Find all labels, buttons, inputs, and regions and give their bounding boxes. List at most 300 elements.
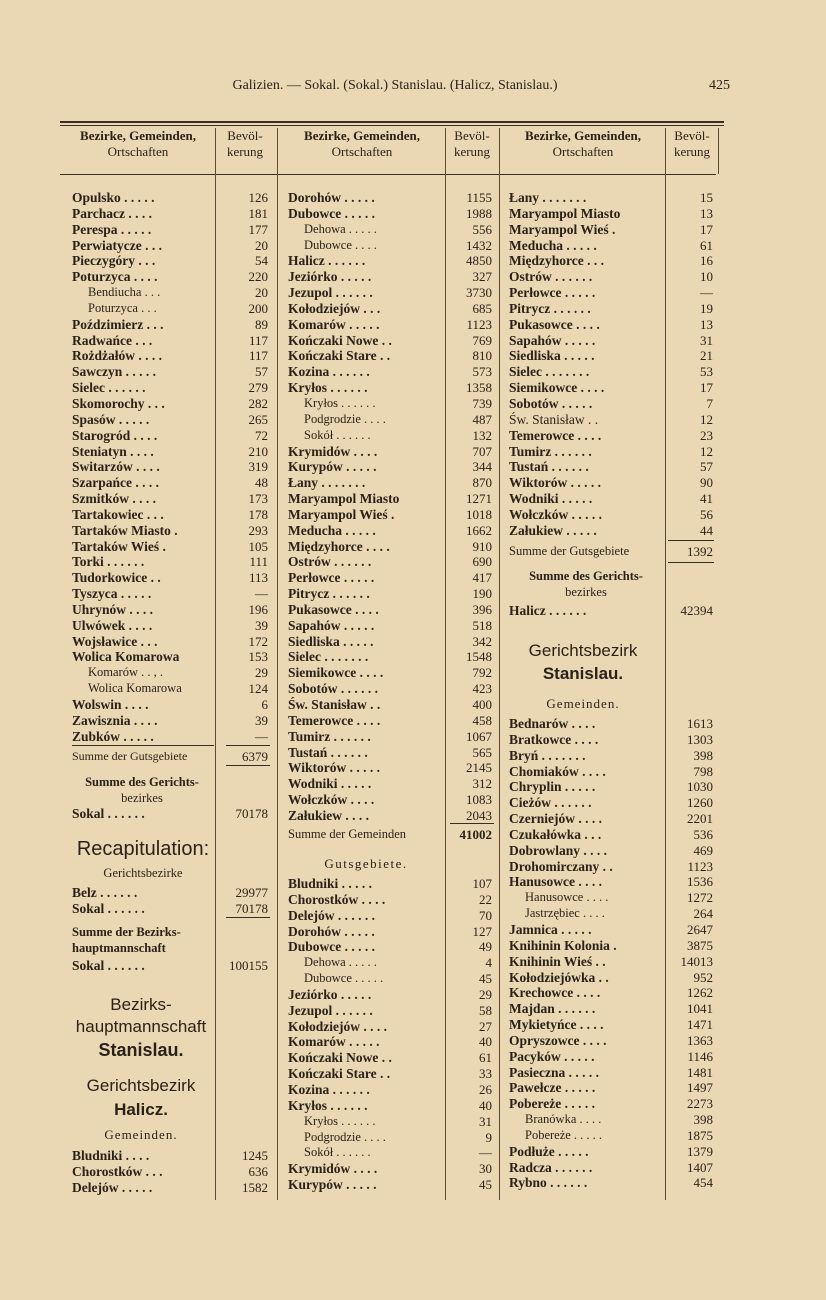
place-name: Bryń . . . . . . . [509, 747, 586, 763]
table-row [509, 412, 715, 428]
place-name: Kurypów . . . . . [288, 1177, 377, 1193]
place-name: Bednarów . . . . [509, 716, 596, 731]
population-value: 210 [248, 443, 268, 459]
col3-pop-header [666, 128, 718, 172]
place-name: Temerowce . . . . [288, 712, 381, 728]
population-value: 1272 [687, 890, 713, 906]
summe-gerichts-label: Summe des Gerichts- [529, 569, 643, 583]
population-value: 1303 [687, 731, 713, 747]
population-value: 536 [693, 826, 713, 842]
stanislau-heading: Stanislau. [98, 1040, 184, 1060]
table-row [288, 491, 496, 507]
place-name: Sielec . . . . . . . [509, 364, 590, 380]
place-name: Komarów . . . . . [288, 316, 380, 332]
table-row [288, 539, 496, 555]
header-pop-label: Bevöl- [227, 128, 263, 143]
place-name: Radwańce . . . [72, 332, 153, 348]
population-value: 344 [472, 459, 492, 475]
place-name: Maryampol Wieś . [288, 506, 395, 522]
population-value: 2201 [687, 811, 713, 827]
table-row [288, 190, 496, 206]
place-name: Tartakowiec . . . [72, 506, 164, 522]
population-value: 4850 [466, 253, 492, 269]
population-value: 29 [255, 665, 268, 681]
table-row [509, 1160, 715, 1176]
place-name: Chryplin . . . . . [509, 779, 596, 795]
summe-gutsgebiete-value: 1392 [687, 544, 713, 559]
table-row [509, 206, 715, 222]
place-name: Kołodziejów . . . [288, 300, 381, 316]
population-value: 1379 [687, 1143, 713, 1159]
population-value: 72 [255, 427, 268, 443]
population-value: 39 [255, 712, 268, 728]
table-row [509, 811, 715, 827]
place-name: Zubków . . . . . [72, 728, 154, 744]
place-name: Perłowce . . . . . [509, 285, 596, 301]
population-value: 1358 [466, 380, 492, 396]
population-value: 31 [700, 332, 713, 348]
table-row [288, 729, 496, 745]
belz-value: 29977 [235, 885, 268, 900]
population-value: 282 [248, 395, 268, 411]
population-value: 1245 [242, 1148, 268, 1163]
place-name: Sawczyn . . . . . [72, 364, 156, 380]
population-value: 200 [248, 300, 268, 316]
summe-gemeinden-value: 41002 [459, 827, 492, 842]
population-value: 58 [479, 1002, 492, 1018]
table-row [509, 285, 715, 301]
population-value: 177 [248, 221, 268, 237]
gerichtsbezirk-heading: Gerichtsbezirk [86, 1076, 196, 1095]
place-name: Sokół . . . . . . [304, 427, 371, 442]
population-value: 417 [472, 570, 492, 586]
place-name: Wolswin . . . . [72, 697, 149, 712]
population-value: 90 [700, 475, 713, 491]
place-name: Zawisznia . . . . [72, 712, 158, 728]
table-row [288, 253, 496, 269]
population-value: 792 [472, 665, 492, 681]
table-row [509, 380, 715, 396]
column-1-tail-list [72, 1148, 274, 1196]
place-name: Tumirz . . . . . . [288, 728, 371, 744]
population-value: — [255, 728, 268, 744]
table-row [72, 618, 274, 634]
place-name: Łany . . . . . . . [288, 475, 366, 491]
sum-rule [226, 765, 270, 766]
place-name: Wolica Komarowa [72, 649, 180, 665]
population-value: 45 [479, 971, 492, 987]
population-value: 19 [700, 300, 713, 316]
place-name: Maryampol Miasto [509, 205, 621, 221]
population-value: 1260 [687, 795, 713, 811]
table-row [288, 908, 496, 924]
table-row [288, 924, 496, 940]
header-name-label: Bezirke, Gemeinden, [525, 128, 641, 143]
table-row [72, 238, 274, 254]
table-row [288, 618, 496, 634]
table-row [288, 1003, 496, 1019]
table-row [288, 507, 496, 523]
place-name: Knihinin Wieś . . [509, 953, 606, 969]
table-row [72, 444, 274, 460]
population-value: 1432 [466, 237, 492, 253]
place-name: Pieczygóry . . . [72, 253, 156, 269]
population-value: 127 [472, 923, 492, 939]
table-row [288, 808, 496, 824]
place-name: Jeziórko . . . . . [288, 986, 372, 1002]
col1-name-header [62, 128, 214, 172]
place-name: Dorohów . . . . . [288, 190, 375, 205]
population-value: 1407 [687, 1159, 713, 1175]
table-row [509, 333, 715, 349]
place-name: Tudorkowice . . [72, 570, 161, 586]
population-value: 20 [255, 237, 268, 253]
population-value: 458 [472, 712, 492, 728]
col1-sokal-bezirks [72, 958, 274, 974]
table-row [288, 301, 496, 317]
place-name: Czerniejów . . . . [509, 811, 602, 827]
place-name: Kończaki Stare . . [288, 1066, 391, 1082]
sum-rule [72, 745, 214, 746]
place-name: Tumirz . . . . . . [509, 443, 592, 459]
place-name: Bendiucha . . . [88, 285, 161, 300]
table-row [509, 190, 715, 206]
table-row [72, 428, 274, 444]
col3-gemeinden-heading: Gemeinden. [546, 696, 620, 711]
col1-summe-gutsgebiete [72, 749, 274, 764]
population-value: 9 [485, 1129, 492, 1145]
table-row [72, 222, 274, 238]
col3-gerichtsbezirk-heading: Gerichtsbezirk [528, 641, 638, 660]
population-value: 6 [261, 697, 268, 712]
header-bottom-rule [60, 174, 716, 175]
table-row [509, 954, 715, 970]
place-name: Pukasowce . . . . [509, 316, 600, 332]
col2-pop-header [446, 128, 498, 172]
place-name: Tartaków Miasto . [72, 522, 178, 538]
gerichtsbezirke-label: Gerichtsbezirke [103, 866, 183, 880]
table-row [72, 729, 274, 745]
table-row [288, 238, 496, 254]
sum-rule [226, 745, 270, 746]
place-name: Międzyhorce . . . . [288, 538, 390, 554]
table-row [288, 649, 496, 665]
place-name: Kryłos . . . . . . [304, 1113, 376, 1128]
population-value: 1271 [466, 491, 492, 507]
place-name: Kurypów . . . . . [288, 459, 377, 475]
population-value: 20 [255, 285, 268, 301]
table-row [288, 1098, 496, 1114]
table-row [509, 748, 715, 764]
sokal-recap-value: 70178 [235, 901, 268, 916]
place-name: Radcza . . . . . . [509, 1159, 593, 1175]
population-value: 400 [472, 697, 492, 712]
population-value: 27 [479, 1018, 492, 1034]
table-row [288, 348, 496, 364]
place-name: Kołodziejów . . . . [288, 1018, 387, 1034]
table-row [72, 539, 274, 555]
table-row [288, 523, 496, 539]
table-row [288, 444, 496, 460]
place-name: Ostrów . . . . . . [288, 554, 372, 570]
population-value: 29 [479, 986, 492, 1002]
place-name: Hanusowce . . . . [525, 890, 609, 905]
place-name: Tustań . . . . . . [288, 744, 368, 760]
population-value: 172 [248, 633, 268, 649]
place-name: Ulwówek . . . . [72, 617, 153, 633]
col1-sokal-total [72, 806, 274, 822]
population-value: 26 [479, 1081, 492, 1097]
table-row [509, 1175, 715, 1191]
table-row [72, 1180, 274, 1196]
table-row [72, 190, 274, 206]
sokal-recap-label: Sokal . . . . . . [72, 901, 145, 916]
table-row [288, 1145, 496, 1161]
column-2-tail-list [288, 876, 496, 1193]
table-row [72, 206, 274, 222]
population-value: 10 [700, 269, 713, 285]
place-name: Komarów . . , . [88, 665, 163, 680]
table-row [509, 795, 715, 811]
table-row [72, 317, 274, 333]
place-name: Pitrycz . . . . . . [509, 300, 591, 316]
table-row [288, 333, 496, 349]
place-name: Wojsławice . . . [72, 633, 158, 649]
population-value: — [700, 285, 713, 301]
population-value: 265 [248, 411, 268, 427]
table-row [288, 745, 496, 761]
header-name-sub: Ortschaften [552, 144, 614, 159]
sokal-label: Sokal . . . . . . [72, 806, 145, 821]
place-name: Św. Stanisław . . [509, 411, 599, 427]
col1-summe-bezirks [72, 924, 214, 956]
place-name: Pitrycz . . . . . . [288, 586, 370, 602]
place-name: Dehowa . . . . . [304, 221, 377, 236]
population-value: 739 [472, 395, 492, 411]
summe-bezirks-label2: hauptmannschaft [72, 941, 166, 955]
population-value: 56 [700, 506, 713, 522]
population-value: 45 [479, 1177, 492, 1193]
population-value: 1548 [466, 649, 492, 665]
table-row [509, 507, 715, 523]
population-value: 178 [248, 506, 268, 522]
population-value: 196 [248, 601, 268, 617]
table-row [72, 697, 274, 713]
table-row [288, 792, 496, 808]
place-name: Wodniki . . . . . [288, 776, 372, 792]
population-value: 4 [485, 955, 492, 971]
place-name: Bludniki . . . . [72, 1148, 150, 1163]
table-row [288, 665, 496, 681]
bezirks-label: Bezirks- [110, 995, 172, 1014]
place-name: Sapahów . . . . . [288, 617, 375, 633]
population-value: 685 [472, 300, 492, 316]
header-name-sub: Ortschaften [331, 144, 393, 159]
table-row [288, 1034, 496, 1050]
table-row [509, 890, 715, 906]
place-name: Sapahów . . . . . [509, 332, 596, 348]
summe-gerichts-label2: bezirkes [121, 791, 163, 805]
place-name: Skomorochy . . . [72, 395, 165, 411]
place-name: Dobrowlany . . . . [509, 842, 608, 858]
place-name: Sobotów . . . . . . [288, 681, 379, 697]
table-row [288, 570, 496, 586]
place-name: Św. Stanisław . . [288, 697, 381, 712]
place-name: Wiktorów . . . . . [288, 760, 381, 776]
table-row [509, 348, 715, 364]
population-value: 1497 [687, 1080, 713, 1096]
table-row [509, 1128, 715, 1144]
place-name: Dubowce . . . . . [304, 971, 384, 986]
table-row [288, 876, 496, 892]
place-name: Podgrodzie . . . . [304, 1129, 386, 1144]
table-row [509, 859, 715, 875]
table-row [509, 938, 715, 954]
table-row [509, 1033, 715, 1049]
table-row [288, 317, 496, 333]
header-pop-label: Bevöl- [454, 128, 490, 143]
table-row [288, 206, 496, 222]
top-rule-thin [60, 125, 724, 126]
population-value: 53 [700, 364, 713, 380]
table-row [288, 634, 496, 650]
place-name: Krechowce . . . . [509, 985, 601, 1001]
table-row [509, 906, 715, 922]
place-name: Kończaki Nowe . . [288, 1050, 392, 1066]
table-row [509, 253, 715, 269]
place-name: Drohomirczany . . [509, 858, 613, 874]
population-value: 1613 [687, 716, 713, 731]
table-row [72, 586, 274, 602]
table-row [72, 554, 274, 570]
population-value: 1988 [466, 205, 492, 221]
place-name: Parchacz . . . . [72, 205, 152, 221]
place-name: Kołodziejówka . . [509, 969, 609, 985]
table-row [288, 1177, 496, 1193]
sum-rule [450, 823, 494, 824]
population-value: 1083 [466, 792, 492, 808]
population-value: 396 [472, 601, 492, 617]
sokal-bezirks-value: 100155 [229, 958, 268, 973]
place-name: Łany . . . . . . . [509, 190, 587, 205]
place-name: Jezupol . . . . . . [288, 285, 373, 301]
place-name: Poździmierz . . . [72, 316, 164, 332]
place-name: Mykietyńce . . . . [509, 1017, 604, 1033]
population-value: 1363 [687, 1032, 713, 1048]
summe-gutsgebiete-label: Summe der Gutsgebiete [72, 749, 188, 763]
population-value: 15 [700, 190, 713, 205]
place-name: Pasieczna . . . . . [509, 1064, 599, 1080]
place-name: Tyszyca . . . . . [72, 586, 152, 602]
table-row [509, 222, 715, 238]
table-row [72, 602, 274, 618]
population-value: 327 [472, 269, 492, 285]
place-name: Dorohów . . . . . [288, 923, 375, 939]
table-row [288, 1019, 496, 1035]
col1-belz [72, 885, 274, 901]
table-row [72, 285, 274, 301]
place-name: Kryłos . . . . . . [304, 395, 376, 410]
population-value: 111 [249, 554, 268, 570]
table-row [288, 760, 496, 776]
population-value: 1041 [687, 1001, 713, 1017]
population-value: 33 [479, 1066, 492, 1082]
table-row [509, 1049, 715, 1065]
population-value: 398 [693, 1112, 713, 1128]
page-number: 425 [709, 78, 730, 93]
population-value: 1146 [687, 1048, 713, 1064]
place-name: Wołczków . . . . [288, 792, 375, 808]
population-value: 16 [700, 253, 713, 269]
header-pop-sub: kerung [673, 144, 711, 159]
population-value: 40 [479, 1097, 492, 1113]
header-pop-sub: kerung [226, 144, 264, 159]
table-row [509, 874, 715, 890]
table-row [72, 269, 274, 285]
table-row [288, 1082, 496, 1098]
population-value: 22 [479, 891, 492, 907]
bezirks-heading [66, 994, 216, 1038]
col1-sokal-recap [72, 901, 274, 917]
place-name: Szmitków . . . . [72, 491, 156, 507]
population-value: 7 [706, 395, 713, 411]
recapitulation-heading: Recapitulation: [76, 838, 210, 860]
population-value: 117 [248, 348, 268, 364]
table-row [509, 732, 715, 748]
population-value: 636 [248, 1163, 268, 1179]
table-row [72, 713, 274, 729]
place-name: Dubowce . . . . [304, 237, 377, 252]
place-name: Meducha . . . . . [509, 237, 597, 253]
table-row [509, 970, 715, 986]
population-value: 312 [472, 776, 492, 792]
place-name: Torki . . . . . . [72, 554, 145, 570]
table-row [72, 1148, 274, 1164]
population-value: 30 [479, 1161, 492, 1177]
column-3-list [509, 190, 715, 539]
table-row [509, 523, 715, 539]
header-name-label: Bezirke, Gemeinden, [80, 128, 196, 143]
population-value: 124 [248, 681, 268, 697]
place-name: Sielec . . . . . . . [288, 649, 369, 665]
place-name: Chorostków . . . . [288, 891, 386, 907]
place-name: Delejów . . . . . [72, 1179, 153, 1195]
population-value: 70 [479, 907, 492, 923]
table-row [288, 396, 496, 412]
table-row [288, 987, 496, 1003]
place-name: Szarpańce . . . . [72, 475, 159, 491]
table-row [288, 697, 496, 713]
table-row [72, 475, 274, 491]
place-name: Krymidów . . . . [288, 443, 378, 459]
header-name-sub: Ortschaften [107, 144, 169, 159]
table-row [509, 764, 715, 780]
col1-summe-gerichts [72, 774, 212, 806]
place-name: Siemikowce . . . . [288, 665, 384, 681]
table-row [509, 1080, 715, 1096]
place-name: Kryłos . . . . . . [288, 380, 368, 396]
place-name: Wiktorów . . . . . [509, 475, 602, 491]
column-1-list [72, 190, 274, 745]
population-value: 1123 [466, 316, 492, 332]
population-value: 487 [472, 411, 492, 427]
population-value: 342 [472, 633, 492, 649]
population-value: 1536 [687, 874, 713, 890]
population-value: 2647 [687, 921, 713, 937]
table-row [72, 364, 274, 380]
population-value: 707 [472, 443, 492, 459]
place-name: Podłuże . . . . . [509, 1143, 589, 1159]
